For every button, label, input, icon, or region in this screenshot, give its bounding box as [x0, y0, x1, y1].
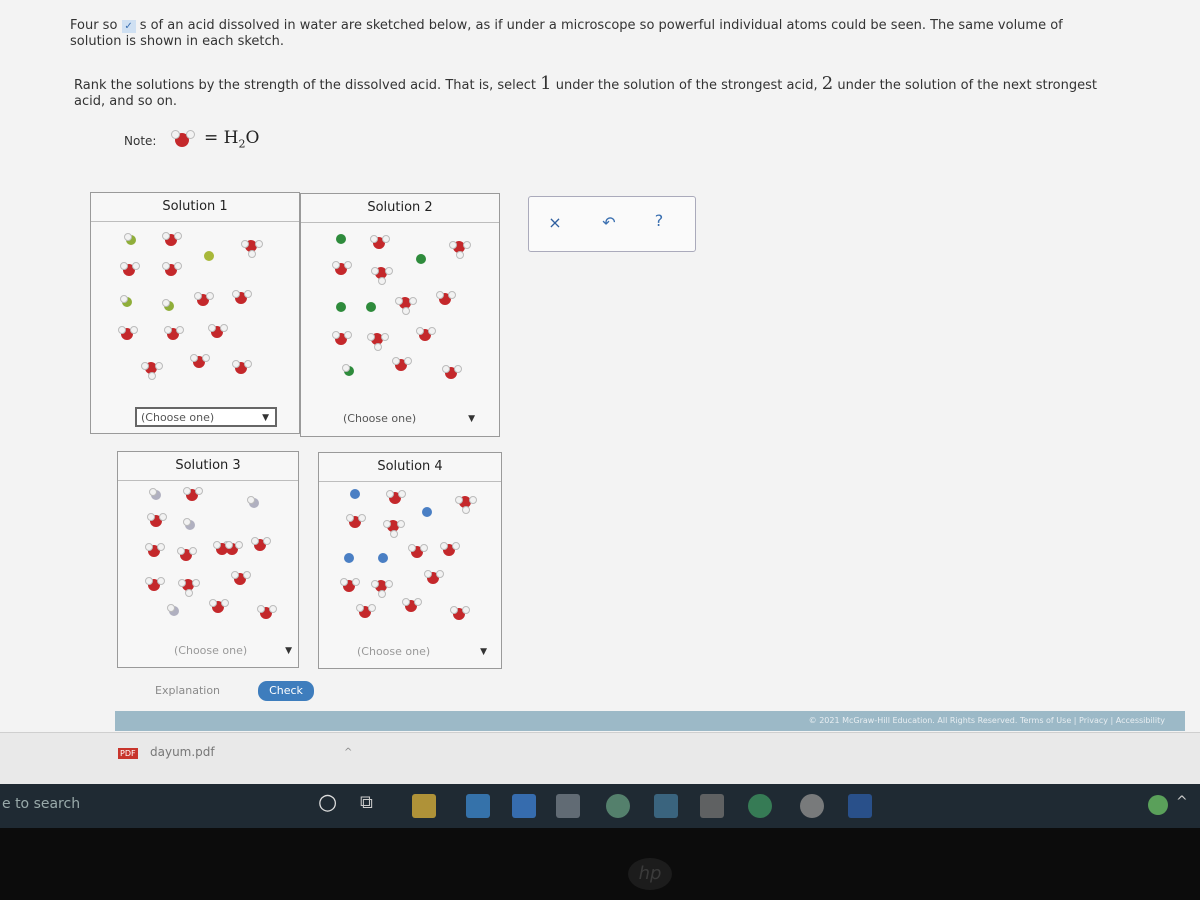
hydrogen-atom — [385, 580, 393, 588]
solution-1-sketch — [91, 222, 299, 402]
hydrogen-atom — [385, 267, 393, 275]
rank-text-b: under the solution of the strongest acid, — [555, 78, 818, 93]
photos-icon[interactable] — [700, 794, 724, 818]
hydrogen-atom — [342, 364, 350, 372]
hydrogen-atom — [374, 343, 382, 351]
hydrogen-atom — [167, 604, 175, 612]
hydrogen-atom — [241, 240, 249, 248]
hydrogen-atom — [120, 262, 128, 270]
hydrogen-atom — [155, 362, 163, 370]
hydrogen-atom — [192, 579, 200, 587]
hydrogen-atom — [157, 577, 165, 585]
hydrogen-atom — [442, 365, 450, 373]
chrome-icon[interactable] — [606, 794, 630, 818]
cortana-icon[interactable]: ○ — [318, 790, 338, 815]
hydrogen-atom — [371, 580, 379, 588]
hydrogen-atom — [395, 297, 403, 305]
hidden-text-chevron-icon[interactable]: ✓ — [122, 20, 136, 33]
hydrogen-atom — [157, 543, 165, 551]
hydrogen-atom — [452, 542, 460, 550]
hydrogen-atom — [448, 291, 456, 299]
hydrogen-atom — [206, 292, 214, 300]
hydrogen-atom — [141, 362, 149, 370]
hydrogen-atom — [371, 267, 379, 275]
hydrogen-atom — [164, 326, 172, 334]
rank-text-line2: acid, and so on. — [74, 94, 178, 109]
hydrogen-atom — [183, 487, 191, 495]
hydrogen-atom — [244, 360, 252, 368]
hydrogen-atom — [132, 262, 140, 270]
chevron-up-icon[interactable]: ^ — [344, 747, 353, 758]
hydrogen-atom — [332, 331, 340, 339]
rank-text-c: under the solution of the next strongest — [837, 78, 1097, 93]
hydrogen-atom — [352, 578, 360, 586]
hydrogen-atom — [162, 299, 170, 307]
rank-num-1: 1 — [540, 73, 552, 94]
chevron-down-icon: ▼ — [480, 647, 487, 657]
hydrogen-atom — [340, 578, 348, 586]
footer-bar — [115, 711, 1185, 731]
anion-atom — [366, 302, 376, 312]
hydrogen-atom — [221, 599, 229, 607]
solution-3-title: Solution 3 — [118, 452, 298, 481]
hydrogen-atom — [162, 232, 170, 240]
formula-h: = H — [204, 128, 239, 148]
hydrogen-atom — [185, 589, 193, 597]
hydrogen-atom — [456, 251, 464, 259]
solution-3-panel — [117, 451, 299, 668]
hydrogen-atom — [390, 530, 398, 538]
hydrogen-atom — [409, 297, 417, 305]
chevron-down-icon: ▼ — [262, 413, 269, 423]
solution-3-rank-select[interactable] — [170, 642, 298, 662]
solution-2-panel — [300, 193, 500, 437]
formula-o: O — [245, 128, 260, 148]
hydrogen-atom — [251, 537, 259, 545]
hydrogen-atom — [420, 544, 428, 552]
hydrogen-atom — [416, 327, 424, 335]
solution-4-sketch — [319, 482, 501, 642]
solution-1-panel — [90, 192, 300, 434]
hydrogen-atom — [247, 496, 255, 504]
hydrogen-atom — [404, 357, 412, 365]
hydrogen-atom — [414, 598, 422, 606]
hydrogen-atom — [436, 291, 444, 299]
hydrogen-atom — [408, 544, 416, 552]
hydrogen-atom — [368, 604, 376, 612]
hydrogen-atom — [177, 547, 185, 555]
taskbar — [0, 784, 1200, 828]
hydrogen-atom — [356, 604, 364, 612]
hydrogen-atom — [344, 261, 352, 269]
anion-atom — [204, 251, 214, 261]
hp-logo: hp — [628, 858, 672, 890]
hydrogen-atom — [346, 514, 354, 522]
hydrogen-atom — [378, 590, 386, 598]
prompt-text-start: Four so — [70, 18, 118, 33]
explanation-button[interactable]: Explanation — [155, 684, 221, 697]
note-label: Note: — [124, 134, 157, 148]
hydrogen-atom — [455, 496, 463, 504]
anion-atom — [336, 234, 346, 244]
pdf-file-icon: PDF — [120, 749, 136, 758]
solution-3-sketch — [118, 481, 298, 641]
anion-atom — [378, 553, 388, 563]
hydrogen-atom — [424, 570, 432, 578]
hydrogen-atom — [232, 360, 240, 368]
hydrogen-atom — [402, 307, 410, 315]
hydrogen-atom — [220, 324, 228, 332]
hydrogen-atom — [243, 571, 251, 579]
solution-3-select-value: (Choose one) — [174, 644, 248, 657]
hydrogen-atom — [469, 496, 477, 504]
solution-4-rank-select[interactable] — [353, 643, 493, 663]
hydrogen-atom — [149, 488, 157, 496]
taskbar-search[interactable]: e to search — [2, 796, 81, 812]
rank-num-2: 2 — [821, 73, 834, 94]
chevron-down-icon: ▼ — [285, 646, 292, 656]
hydrogen-atom — [195, 487, 203, 495]
hydrogen-atom — [462, 606, 470, 614]
hydrogen-atom — [178, 579, 186, 587]
hydrogen-atom — [358, 514, 366, 522]
app-gray-icon[interactable] — [800, 794, 824, 818]
hydrogen-atom — [269, 605, 277, 613]
formula-sub: 2 — [238, 137, 246, 151]
hydrogen-atom — [381, 333, 389, 341]
solution-1-title: Solution 1 — [91, 193, 299, 222]
hydrogen-atom — [436, 570, 444, 578]
download-filename[interactable]: dayum.pdf — [150, 745, 215, 759]
help-tray-icon[interactable] — [1148, 795, 1168, 815]
chevron-up-icon[interactable]: ^ — [1176, 794, 1188, 810]
water-formula — [204, 128, 259, 150]
store-icon[interactable] — [654, 794, 678, 818]
hydrogen-atom — [255, 240, 263, 248]
task-view-icon[interactable]: ⧉ — [360, 792, 373, 813]
question-prompt — [70, 18, 1170, 50]
prompt-text-line2: solution is shown in each sketch. — [70, 34, 285, 49]
hydrogen-atom — [183, 518, 191, 526]
word-icon[interactable] — [848, 794, 872, 818]
hydrogen-atom — [378, 277, 386, 285]
hydrogen-atom — [344, 331, 352, 339]
hydrogen-atom — [147, 513, 155, 521]
hydrogen-atom — [248, 250, 256, 258]
hydrogen-atom — [462, 506, 470, 514]
edge-icon[interactable] — [466, 794, 490, 818]
hydrogen-atom — [449, 241, 457, 249]
hydrogen-atom — [174, 232, 182, 240]
file-explorer-icon[interactable] — [412, 794, 436, 818]
solution-2-select-value: (Choose one) — [343, 412, 417, 425]
hydrogen-atom — [454, 365, 462, 373]
ranking-instructions — [74, 73, 1174, 110]
anion-atom — [416, 254, 426, 264]
anion-atom — [344, 553, 354, 563]
footer-copyright: © 2021 McGraw-Hill Education. All Rights Reserved. Terms of Use | Privacy | Accessibility — [808, 716, 1165, 725]
hydrogen-atom — [386, 490, 394, 498]
hydrogen-atom — [231, 571, 239, 579]
anion-atom — [350, 489, 360, 499]
hydrogen-atom — [148, 372, 156, 380]
check-button[interactable]: Check — [258, 681, 314, 701]
hydrogen-atom — [118, 326, 126, 334]
hydrogen-atom — [120, 295, 128, 303]
undo-icon[interactable]: ↶ — [602, 213, 616, 232]
help-icon[interactable]: ? — [654, 211, 664, 230]
close-icon[interactable]: × — [548, 213, 562, 232]
hydrogen-atom — [392, 357, 400, 365]
hydrogen-atom — [244, 290, 252, 298]
prompt-text-end: s of an acid dissolved in water are sketched below, as if under a microscope so powerful individual atoms could be seen. The same volume of — [139, 18, 1063, 33]
hydrogen-atom — [370, 235, 378, 243]
solution-4-select-value: (Choose one) — [357, 645, 431, 658]
chevron-down-icon: ▼ — [468, 414, 475, 424]
download-bar — [0, 732, 1200, 785]
hydrogen-atom — [450, 606, 458, 614]
hydrogen-atom — [194, 292, 202, 300]
hydrogen-atom — [440, 542, 448, 550]
hydrogen-atom — [130, 326, 138, 334]
solution-2-sketch — [301, 223, 499, 403]
hydrogen-atom — [398, 490, 406, 498]
hydrogen-atom — [202, 354, 210, 362]
solution-1-select-value: (Choose one) — [141, 411, 215, 424]
hydrogen-atom — [208, 324, 216, 332]
hydrogen-atom — [402, 598, 410, 606]
hydrogen-atom — [367, 333, 375, 341]
solution-2-title: Solution 2 — [301, 194, 499, 223]
hydrogen-atom — [225, 541, 233, 549]
hydrogen-atom — [397, 520, 405, 528]
solution-4-panel — [318, 452, 502, 669]
solution-2-rank-select[interactable] — [339, 410, 481, 430]
anion-atom — [336, 302, 346, 312]
hydrogen-atom — [213, 541, 221, 549]
mail-icon[interactable] — [512, 794, 536, 818]
laptop-bezel — [0, 828, 1200, 900]
hydrogen-atom — [332, 261, 340, 269]
hydrogen-atom — [174, 262, 182, 270]
calculator-icon[interactable] — [556, 794, 580, 818]
anion-atom — [422, 507, 432, 517]
solution-1-rank-select[interactable] — [135, 407, 277, 427]
hydrogen-atom — [145, 543, 153, 551]
hydrogen-atom — [263, 537, 271, 545]
hydrogen-atom — [176, 326, 184, 334]
hydrogen-atom — [382, 235, 390, 243]
hydrogen-atom — [162, 262, 170, 270]
hydrogen-atom — [428, 327, 436, 335]
solution-4-title: Solution 4 — [319, 453, 501, 482]
tool-bar — [528, 196, 696, 252]
app-green-icon[interactable] — [748, 794, 772, 818]
rank-text-a: Rank the solutions by the strength of the dissolved acid. That is, select — [74, 78, 536, 93]
hydrogen-atom — [383, 520, 391, 528]
hydrogen-atom — [235, 541, 243, 549]
hydrogen-atom — [124, 233, 132, 241]
hydrogen-atom — [189, 547, 197, 555]
hydrogen-atom — [190, 354, 198, 362]
hydrogen-atom — [257, 605, 265, 613]
hydrogen-atom — [232, 290, 240, 298]
hydrogen-atom — [159, 513, 167, 521]
hydrogen-atom — [145, 577, 153, 585]
hydrogen-atom — [463, 241, 471, 249]
hydrogen-atom — [209, 599, 217, 607]
